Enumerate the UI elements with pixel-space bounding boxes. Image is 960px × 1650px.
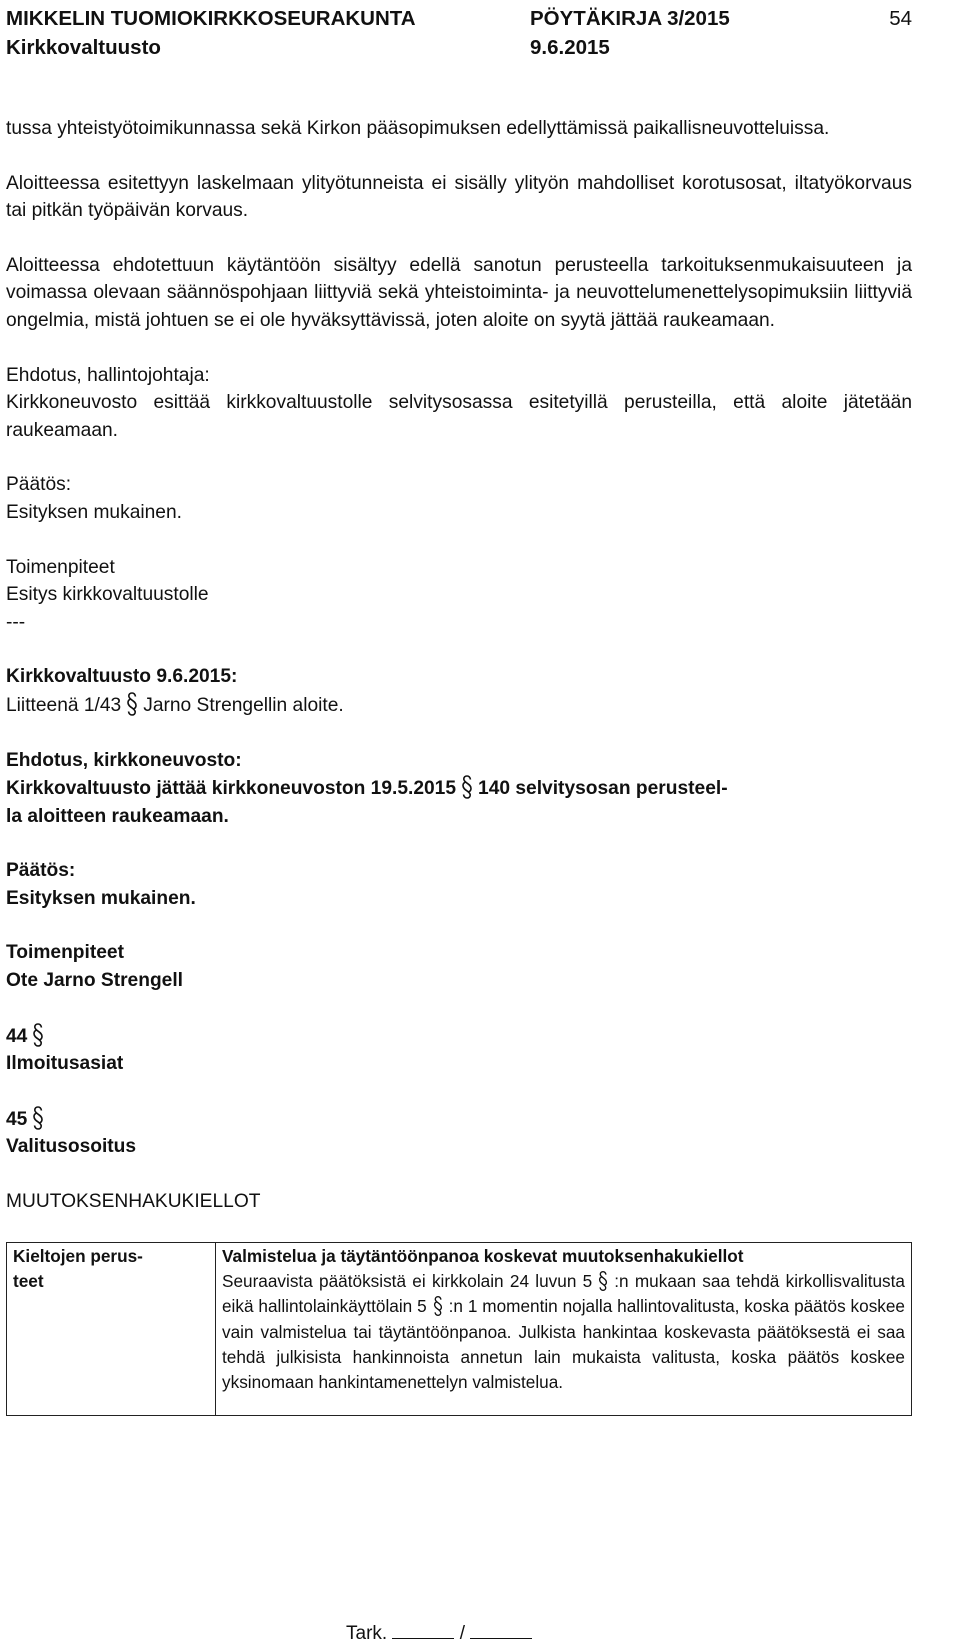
section-sign-icon: [596, 1270, 610, 1292]
paragraph-1: tussa yhteistyötoimikunnassa sekä Kirkon pääsopimuksen edellyttämissä paikallisneuvotteluissa.: [6, 118, 830, 139]
appeal-body: [222, 1269, 905, 1395]
attachment-prefix: Liitteenä 1/43: [6, 694, 122, 716]
actions-1-text: Esitys kirkkovaltuustolle: [6, 584, 209, 606]
section-44-number: 44: [6, 1025, 28, 1047]
initials-blank-2: [470, 1620, 532, 1639]
decision-2: [6, 857, 912, 912]
appeal-grounds-cell: [7, 1243, 216, 1416]
attachment-rest: Jarno Strengellin aloite.: [143, 694, 344, 716]
appeal-body-b: :n mukaan saa tehdä kirkollisvalitusta eikä hallintolainkäyttölain 5: [222, 1271, 905, 1317]
section-44-number-line: [6, 1022, 912, 1051]
decision-1-text: Esityksen mukainen.: [6, 501, 182, 523]
decision-1: [6, 471, 912, 526]
appeal-heading: MUUTOKSENHAKUKIELLOT: [6, 1191, 261, 1213]
admin-proposal-label: Ehdotus, hallintojohtaja:: [6, 364, 210, 386]
decision-1-label: Päätös:: [6, 474, 72, 496]
actions-1: [6, 554, 912, 637]
section-sign-icon: [125, 691, 139, 717]
table-row: [7, 1243, 912, 1416]
actions-2-label: Toimenpiteet: [6, 942, 124, 964]
admin-proposal-text: Kirkkoneuvosto esittää kirkkovaltuustolle selvitysosassa esitetyillä perusteilla, että aloite jätetään raukeamaan.: [6, 392, 912, 441]
section-sign-icon: [31, 1105, 45, 1131]
page-number: 54: [889, 7, 912, 30]
appeal-title: Valmistelua ja täytäntöönpanoa koskevat muutoksenhakukiellot: [222, 1246, 744, 1267]
actions-2: [6, 939, 912, 994]
body-name: Kirkkovaltuusto: [6, 36, 161, 59]
review-footer: [346, 1620, 532, 1647]
review-separator: /: [459, 1623, 466, 1644]
document-page: [6, 0, 912, 1650]
board-proposal-label: Ehdotus, kirkkoneuvosto:: [6, 749, 242, 771]
council-attachment: [6, 691, 912, 720]
section-45-number: 45: [6, 1108, 28, 1130]
appeal-table: [6, 1242, 912, 1416]
paragraph-2: Aloitteessa esitettyyn laskelmaan ylityötunneista ei sisälly ylityön mahdolliset korotusosat, iltatyökorvaus tai pitkän työpäivän korvaus.: [6, 172, 912, 222]
board-proposal: [6, 747, 912, 831]
appeal-grounds-line-2: teet: [13, 1271, 44, 1292]
board-proposal-text-c: la aloitteen raukeamaan.: [6, 805, 229, 827]
section-sign-icon: [431, 1295, 445, 1317]
review-label: Tark.: [346, 1623, 388, 1644]
meeting-date: 9.6.2015: [530, 36, 610, 59]
section-45-number-line: [6, 1105, 912, 1134]
section-45: [6, 1105, 912, 1161]
appeal-content-cell: [216, 1243, 912, 1416]
section-44-title: Ilmoitusasiat: [6, 1053, 124, 1075]
section-sign-icon: [460, 774, 474, 800]
initials-blank-1: [392, 1620, 454, 1639]
decision-2-text: Esityksen mukainen.: [6, 887, 196, 909]
actions-1-dashes: ---: [6, 611, 26, 633]
board-proposal-line: [6, 774, 912, 803]
document-body: [6, 115, 912, 1416]
appeal-grounds-line-1: Kieltojen perus-: [13, 1246, 143, 1267]
council-meeting: [6, 663, 912, 719]
actions-2-text: Ote Jarno Strengell: [6, 970, 183, 992]
board-proposal-text-a: Kirkkovaltuusto jättää kirkkoneuvoston 19.5.2015: [6, 778, 457, 800]
appeal-section: [6, 1188, 912, 1416]
appeal-body-c: :n 1 momentin nojalla hallintovalitusta, koska päätös koskee vain valmistelua tai täytäntöönpanoa. Julkista hankintaa koskevasta päätöksestä ei saa tehdä julkisista hankinnoista annetun lain mukaista valitusta, koska päätös koskee yksinomaan hankintamenettelyn valmistelua.: [222, 1296, 905, 1393]
board-proposal-text-b: 140 selvitysosan perusteel-: [478, 778, 728, 800]
paragraph-3: Aloitteessa ehdotettuun käytäntöön sisältyy edellä sanotun perusteella tarkoituksenmukaisuuteen ja voimassa olevaan säännöspohjaan liittyviä sekä yhteistoiminta- ja neuvottelumenettelysopimuksiin liittyviä ongelmia, mistä johtuen se ei ole hyväksyttävissä, joten aloite on syytä jättää raukeamaan.: [6, 254, 912, 331]
appeal-body-a: Seuraavista päätöksistä ei kirkkolain 24 luvun 5: [222, 1271, 593, 1292]
org-name: MIKKELIN TUOMIOKIRKKOSEURAKUNTA: [6, 7, 416, 30]
page-header: [6, 4, 912, 62]
decision-2-label: Päätös:: [6, 860, 76, 882]
actions-1-label: Toimenpiteet: [6, 556, 115, 578]
section-44: [6, 1022, 912, 1078]
section-sign-icon: [31, 1022, 45, 1048]
minutes-number: PÖYTÄKIRJA 3/2015: [530, 7, 730, 30]
section-45-title: Valitusosoitus: [6, 1136, 137, 1158]
admin-proposal: [6, 362, 912, 445]
council-label: Kirkkovaltuusto 9.6.2015:: [6, 666, 238, 688]
